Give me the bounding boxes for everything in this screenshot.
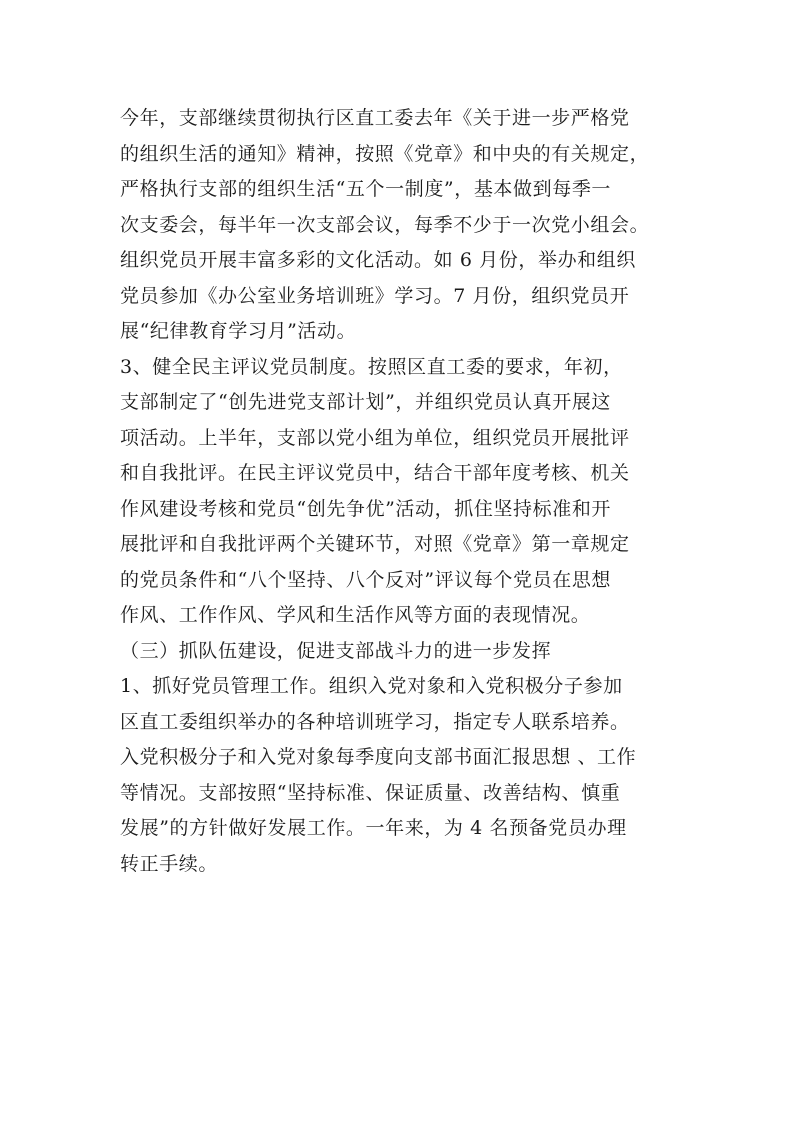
text-line: 展批评和自我批评两个关键环节，对照《党章》第一章规定 — [120, 533, 630, 555]
text-line: 严格执行支部的组织生活“五个一制度”，基本做到每季一 — [120, 178, 612, 200]
text-line: 和自我批评。在民主评议党员中，结合干部年度考核、机关 — [120, 462, 630, 484]
text-line: 项活动。上半年，支部以党小组为单位，组织党员开展批评 — [120, 426, 630, 449]
text-line: 1、抓好党员管理工作。组织入党对象和入党积极分子参加 — [120, 675, 623, 697]
text-line: 党员参加《办公室业务培训班》学习。7 月份，组织党员开 — [120, 284, 630, 307]
text-line: 作风建设考核和党员“创先争优”活动，抓住坚持标准和开 — [120, 497, 612, 520]
section-heading: （三）抓队伍建设，促进支部战斗力的进一步发挥 — [120, 639, 552, 662]
text-line: 今年，支部继续贯彻执行区直工委去年《关于进一步严格党 — [120, 107, 630, 129]
text-line: 次支委会，每半年一次支部会议，每季不少于一次党小组会。 — [120, 213, 650, 236]
text-line: 支部制定了“创先进党支部计划”，并组织党员认真开展这 — [120, 391, 612, 413]
text-line: 发展”的方针做好发展工作。一年来，为 4 名预备党员办理 — [120, 817, 627, 839]
text-line: 展“纪律教育学习月”活动。 — [120, 320, 357, 342]
body-text — [120, 101, 680, 882]
text-line: 组织党员开展丰富多彩的文化活动。如 6 月份，举办和组织 — [120, 249, 636, 271]
text-line: 3、健全民主评议党员制度。按照区直工委的要求，年初， — [120, 355, 623, 378]
text-line: 作风、工作作风、学风和生活作风等方面的表现情况。 — [120, 604, 591, 626]
text-line: 区直工委组织举办的各种培训班学习，指定专人联系培养。 — [120, 710, 630, 733]
text-line: 转正手续。 — [120, 852, 219, 875]
text-line: 的党员条件和“八个坚持、八个反对”评议每个党员在思想 — [120, 568, 612, 591]
text-line: 等情况。支部按照“坚持标准、保证质量、改善结构、慎重 — [120, 781, 621, 804]
text-line: 的组织生活的通知》精神，按照《党章》和中央的有关规定， — [120, 142, 650, 165]
text-line: 入党积极分子和入党对象每季度向支部书面汇报思想 、工作 — [120, 746, 637, 768]
